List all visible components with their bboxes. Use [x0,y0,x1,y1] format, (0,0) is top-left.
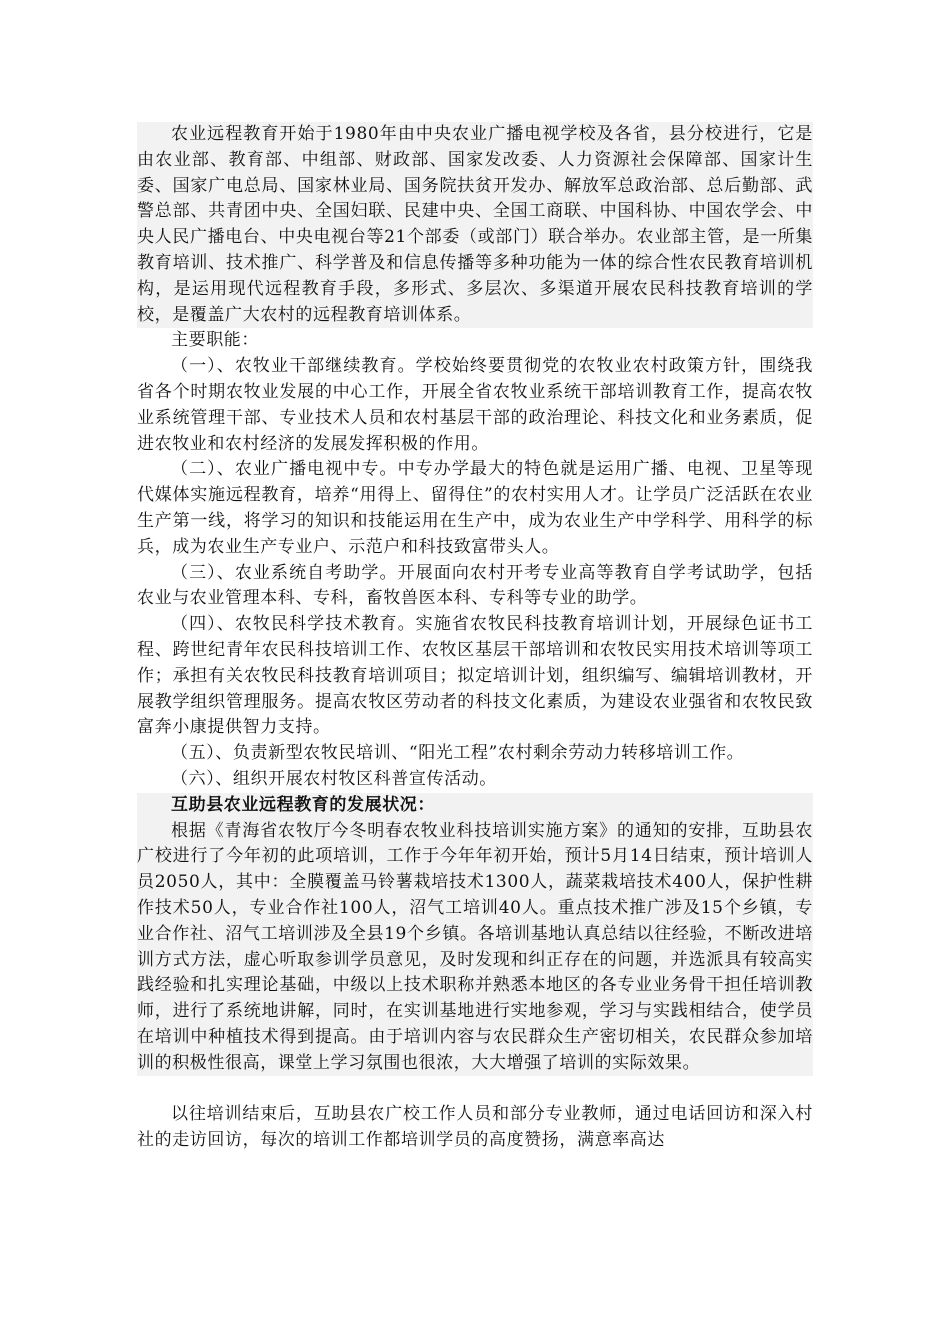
function-item-3: （三）、农业系统自考助学。开展面向农村开考专业高等教育自学考试助学，包括农业与农业管理本科、专科，畜牧兽医本科、专科等专业的助学。 [137,562,813,609]
paragraph-gap [137,1076,813,1102]
function-item-1: （一）、农牧业干部继续教育。学校始终要贯彻党的农牧业农村政策方针，围绕我省各个时期农牧业发展的中心工作，开展全省农牧业系统干部培训教育工作，提高农牧业系统管理干部、专业技术人员和农村基层干部的政治理论、科技文化和业务素质，促进农牧业和农村经济的发展发挥积极的作用。 [137,356,813,454]
intro-paragraph: 农业远程教育开始于1980年由中央农业广播电视学校及各省，县分校进行，它是由农业部、教育部、中组部、财政部、国家发改委、人力资源社会保障部、国家计生委、国家广电总局、国家林业局、国务院扶贫开发办、解放军总政治部、总后勤部、武警总部、共青团中央、全国妇联、民建中央、全国工商联、中国科协、中国农学会、中央人民广播电台、中央电视台等21个部委（或部门）联合举办。农业部主管，是一所集教育培训、技术推广、科学普及和信息传播等多种功能为一体的综合性农民教育培训机构，是运用现代远程教育手段，多形式、多层次、多渠道开展农民科技教育培训的学校，是覆盖广大农村的远程教育培训体系。 [137,122,813,328]
development-heading: 互助县农业远程教育的发展状况： [137,793,813,819]
development-paragraph: 根据《青海省农牧厅今冬明春农牧业科技培训实施方案》的通知的安排，互助县农广校进行了今年初的此项培训，工作于今年年初开始，预计5月14日结束，预计培训人员2050人，其中：全膜覆盖马铃薯栽培技术1300人，蔬菜栽培技术400人，保护性耕作技术50人，专业合作社100人，沼气工培训40人。重点技术推广涉及15个乡镇，专业合作社、沼气工培训涉及全县19个乡镇。各培训基地认真总结以往经验，不断改进培训方式方法，虚心听取参训学员意见，及时发现和纠正存在的问题，并选派具有较高实践经验和扎实理论基础，中级以上技术职称并熟悉本地区的各专业业务骨干担任培训教师，进行了系统地讲解，同时，在实训基地进行实地参观，学习与实践相结合，使学员在培训中种植技术得到提高。由于培训内容与农民群众生产密切相关，农民群众参加培训的积极性很高，课堂上学习氛围也很浓，大大增强了培训的实际效果。 [137,819,813,1077]
document-page [137,122,813,1154]
function-item-5: （五）、负责新型农牧民培训、“阳光工程”农村剩余劳动力转移培训工作。 [171,743,745,764]
function-item-6: （六）、组织开展农村牧区科普宣传活动。 [171,768,497,789]
functions-heading: 主要职能： [171,330,259,351]
function-item-2: （二）、农业广播电视中专。中专办学最大的特色就是运用广播、电视、卫星等现代媒体实施远程教育，培养“用得上、留得住”的农村实用人才。让学员广泛活跃在农业生产第一线，将学习的知识和技能运用在生产中，成为农业生产中学科学、用科学的标兵，成为农业生产专业户、示范户和科技致富带头人。 [137,459,813,557]
function-item-4: （四）、农牧民科学技术教育。实施省农牧民科技教育培训计划，开展绿色证书工程、跨世纪青年农民科技培训工作、农牧区基层干部培训和农牧民实用技术培训等项工作；承担有关农牧民科技教育培训项目；拟定培训计划，组织编写、编辑培训教材，开展教学组织管理服务。提高农牧区劳动者的科技文化素质，为建设农业强省和农牧民致富奔小康提供智力支持。 [137,614,813,738]
followup-paragraph: 以往培训结束后，互助县农广校工作人员和部分专业教师，通过电话回访和深入村社的走访回访，每次的培训工作都培训学员的高度赞扬，满意率高达 [137,1104,813,1151]
